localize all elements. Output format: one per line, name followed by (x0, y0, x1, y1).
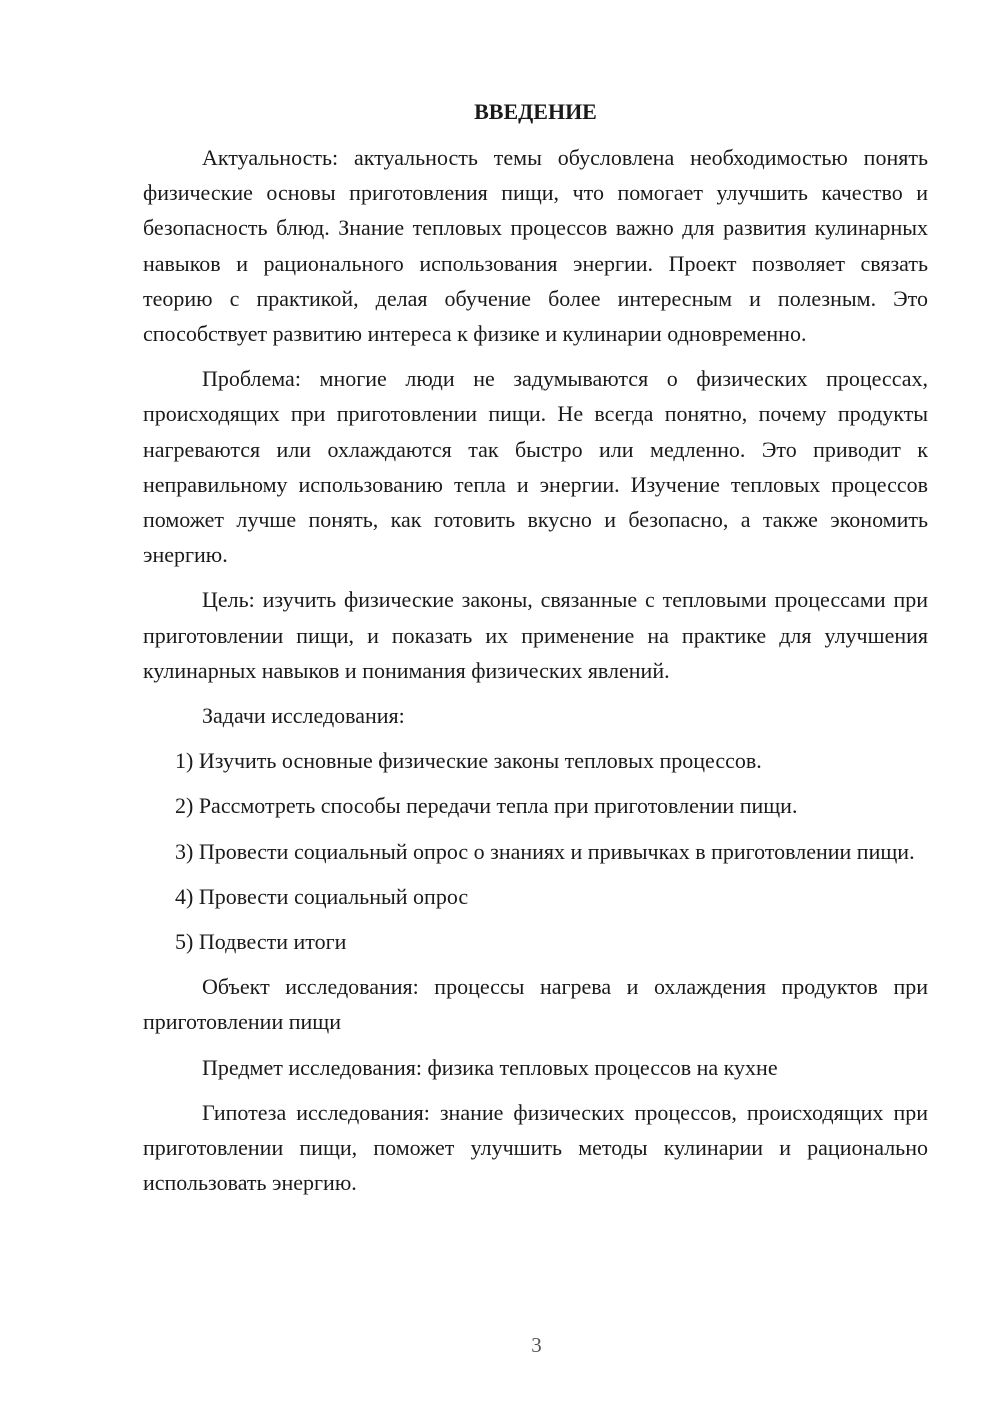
paragraph-problem: Проблема: многие люди не задумываются о физических процессах, происходящих при приготовлении пищи. Не всегда понятно, почему продукты нагреваются или охлаждаются так быстро или медленно. Это приводит к неправильному использованию тепла и энергии. Изучение тепловых процессов поможет лучше понять, как готовить вкусно и безопасно, а также экономить энергию. (143, 366, 928, 568)
page-number: 3 (531, 1333, 542, 1357)
task-item-1: 1) Изучить основные физические законы тепловых процессов. (175, 748, 762, 774)
paragraph-object: Объект исследования: процессы нагрева и охлаждения продуктов при приготовлении пищи (143, 974, 928, 1035)
tasks-heading: Задачи исследования: (202, 703, 405, 729)
task-item-5: 5) Подвести итоги (175, 929, 347, 955)
task-item-2: 2) Рассмотреть способы передачи тепла при приготовлении пищи. (175, 793, 798, 819)
page-title: ВВЕДЕНИЕ (474, 99, 597, 124)
task-item-3: 3) Провести социальный опрос о знаниях и привычках в приготовлении пищи. (175, 838, 915, 864)
paragraph-hypothesis: Гипотеза исследования: знание физических процессов, происходящих при приготовлении пищи, поможет улучшить методы кулинарии и рационально использовать энергию. (143, 1099, 928, 1196)
task-item-4: 4) Провести социальный опрос (175, 883, 469, 909)
paragraph-goal: Цель: изучить физические законы, связанные с тепловыми процессами при приготовлении пищи, и показать их применение на практике для улучшения кулинарных навыков и понимания физических явлений. (143, 587, 928, 683)
paragraph-subject: Предмет исследования: физика тепловых процессов на кухне (202, 1054, 778, 1080)
paragraph-relevance: Актуальность: актуальность темы обусловлена необходимостью понять физические основы приготовления пищи, что помогает улучшить качество и безопасность блюд. Знание тепловых процессов важно для развития кулинарных навыков и рационального использования энергии. Проект позволяет связать теорию с практикой, делая обучение более интересным и полезным. Это способствует развитию интереса к физике и кулинарии одновременно. (143, 145, 928, 347)
page-content (143, 94, 928, 1200)
